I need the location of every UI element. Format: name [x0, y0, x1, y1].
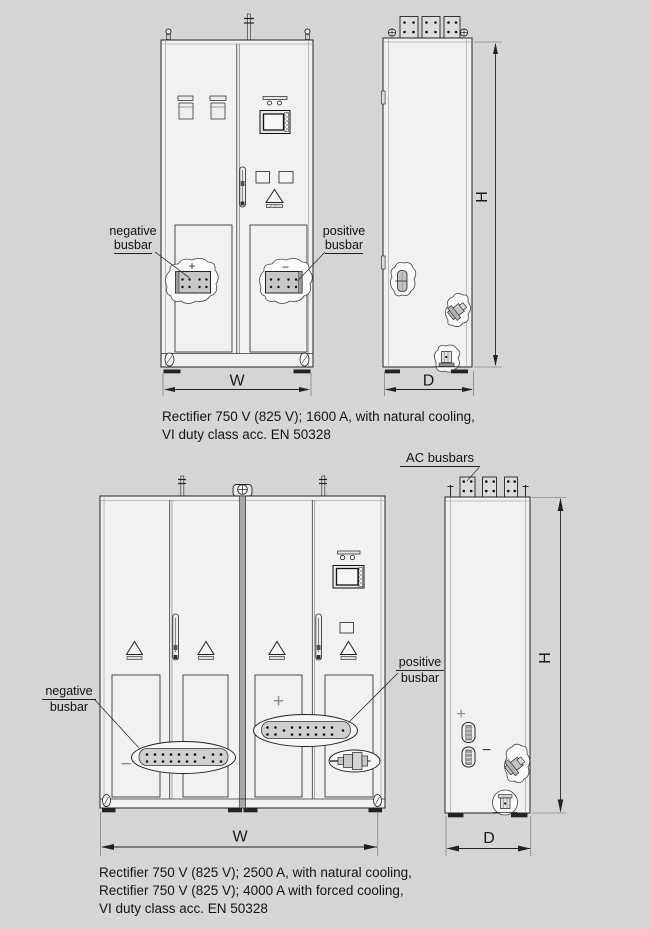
fig2-negative-busbar-callout	[42, 684, 96, 714]
center-divider	[240, 496, 246, 808]
callout-line: busbar	[113, 238, 153, 252]
dimension-width	[101, 812, 378, 856]
fig2-front-left-sign: −	[120, 754, 132, 775]
caption-line: VI duty class acc. EN 50328	[99, 901, 268, 916]
bottom-connector	[493, 790, 518, 815]
caption-line: Rectifier 750 V (825 V); 1600 A, with natural cooling,	[162, 409, 475, 424]
fig2-width-label: W	[232, 828, 248, 846]
dc-terminal	[462, 723, 475, 743]
fig1-left-busbar-sign: +	[188, 259, 196, 273]
fig1-negative-busbar-callout	[107, 224, 159, 254]
lifting-rod	[178, 476, 327, 496]
dc-terminal	[462, 747, 475, 767]
label-plate	[340, 623, 354, 634]
roof-busbar-plates	[388, 17, 468, 39]
callout-line: busbar	[324, 238, 364, 252]
figure2-side-view	[445, 468, 566, 857]
fig2-front-right-sign: +	[272, 691, 285, 712]
fig2-side-top-sign: +	[456, 706, 466, 723]
hinge	[382, 256, 386, 269]
caption-line: VI duty class acc. EN 50328	[162, 427, 331, 442]
hmi-display	[333, 566, 364, 589]
dimension-width	[163, 373, 311, 397]
fig2-side-bottom-sign: −	[481, 742, 492, 759]
fig2-height-label: H	[537, 652, 554, 664]
hmi-display	[260, 111, 290, 134]
fig1-width-label: W	[229, 372, 245, 390]
callout-line: positive	[396, 655, 444, 671]
dimension-depth	[385, 371, 474, 396]
fig1-right-busbar-sign: −	[281, 260, 290, 274]
callout-line: negative	[42, 684, 96, 700]
fig2-depth-label: D	[483, 830, 495, 847]
dimension-height	[532, 498, 566, 814]
ac-busbar-plates	[448, 477, 529, 497]
callout-line: negative	[109, 224, 157, 238]
fig1-positive-busbar-callout	[321, 224, 367, 254]
fig1-depth-label: D	[422, 372, 435, 390]
side-connector-3	[434, 345, 460, 372]
callout-line: positive	[322, 224, 366, 238]
figure1-side-view	[382, 17, 502, 397]
dimension-height	[474, 42, 502, 367]
fig2-ac-busbars-callout	[400, 451, 480, 467]
hinge	[382, 91, 386, 104]
eyebolt-icon	[233, 485, 252, 497]
figure2-caption	[99, 864, 412, 918]
callout-line: busbar	[400, 671, 440, 685]
callout-line: AC busbars	[400, 451, 480, 467]
dimension-depth	[446, 816, 531, 856]
cabinet-feet	[448, 814, 528, 818]
fig2-positive-busbar-callout	[396, 655, 444, 685]
door-handle	[240, 167, 246, 207]
caption-line: Rectifier 750 V (825 V); 2500 A, with natural cooling,	[99, 865, 412, 880]
dc-connector-drawing	[329, 750, 380, 772]
figure2-front-view	[95, 476, 398, 856]
caption-line: Rectifier 750 V (825 V); 4000 A with forced cooling,	[99, 883, 404, 898]
callout-line: busbar	[49, 700, 89, 714]
figure1-front-view	[155, 14, 325, 396]
door-handle	[316, 614, 322, 660]
lifting-rod	[244, 14, 254, 40]
figure1-caption	[162, 408, 475, 444]
door-handle	[173, 614, 179, 660]
eyebolt-icon	[166, 29, 310, 40]
fig1-height-label: H	[474, 191, 491, 203]
